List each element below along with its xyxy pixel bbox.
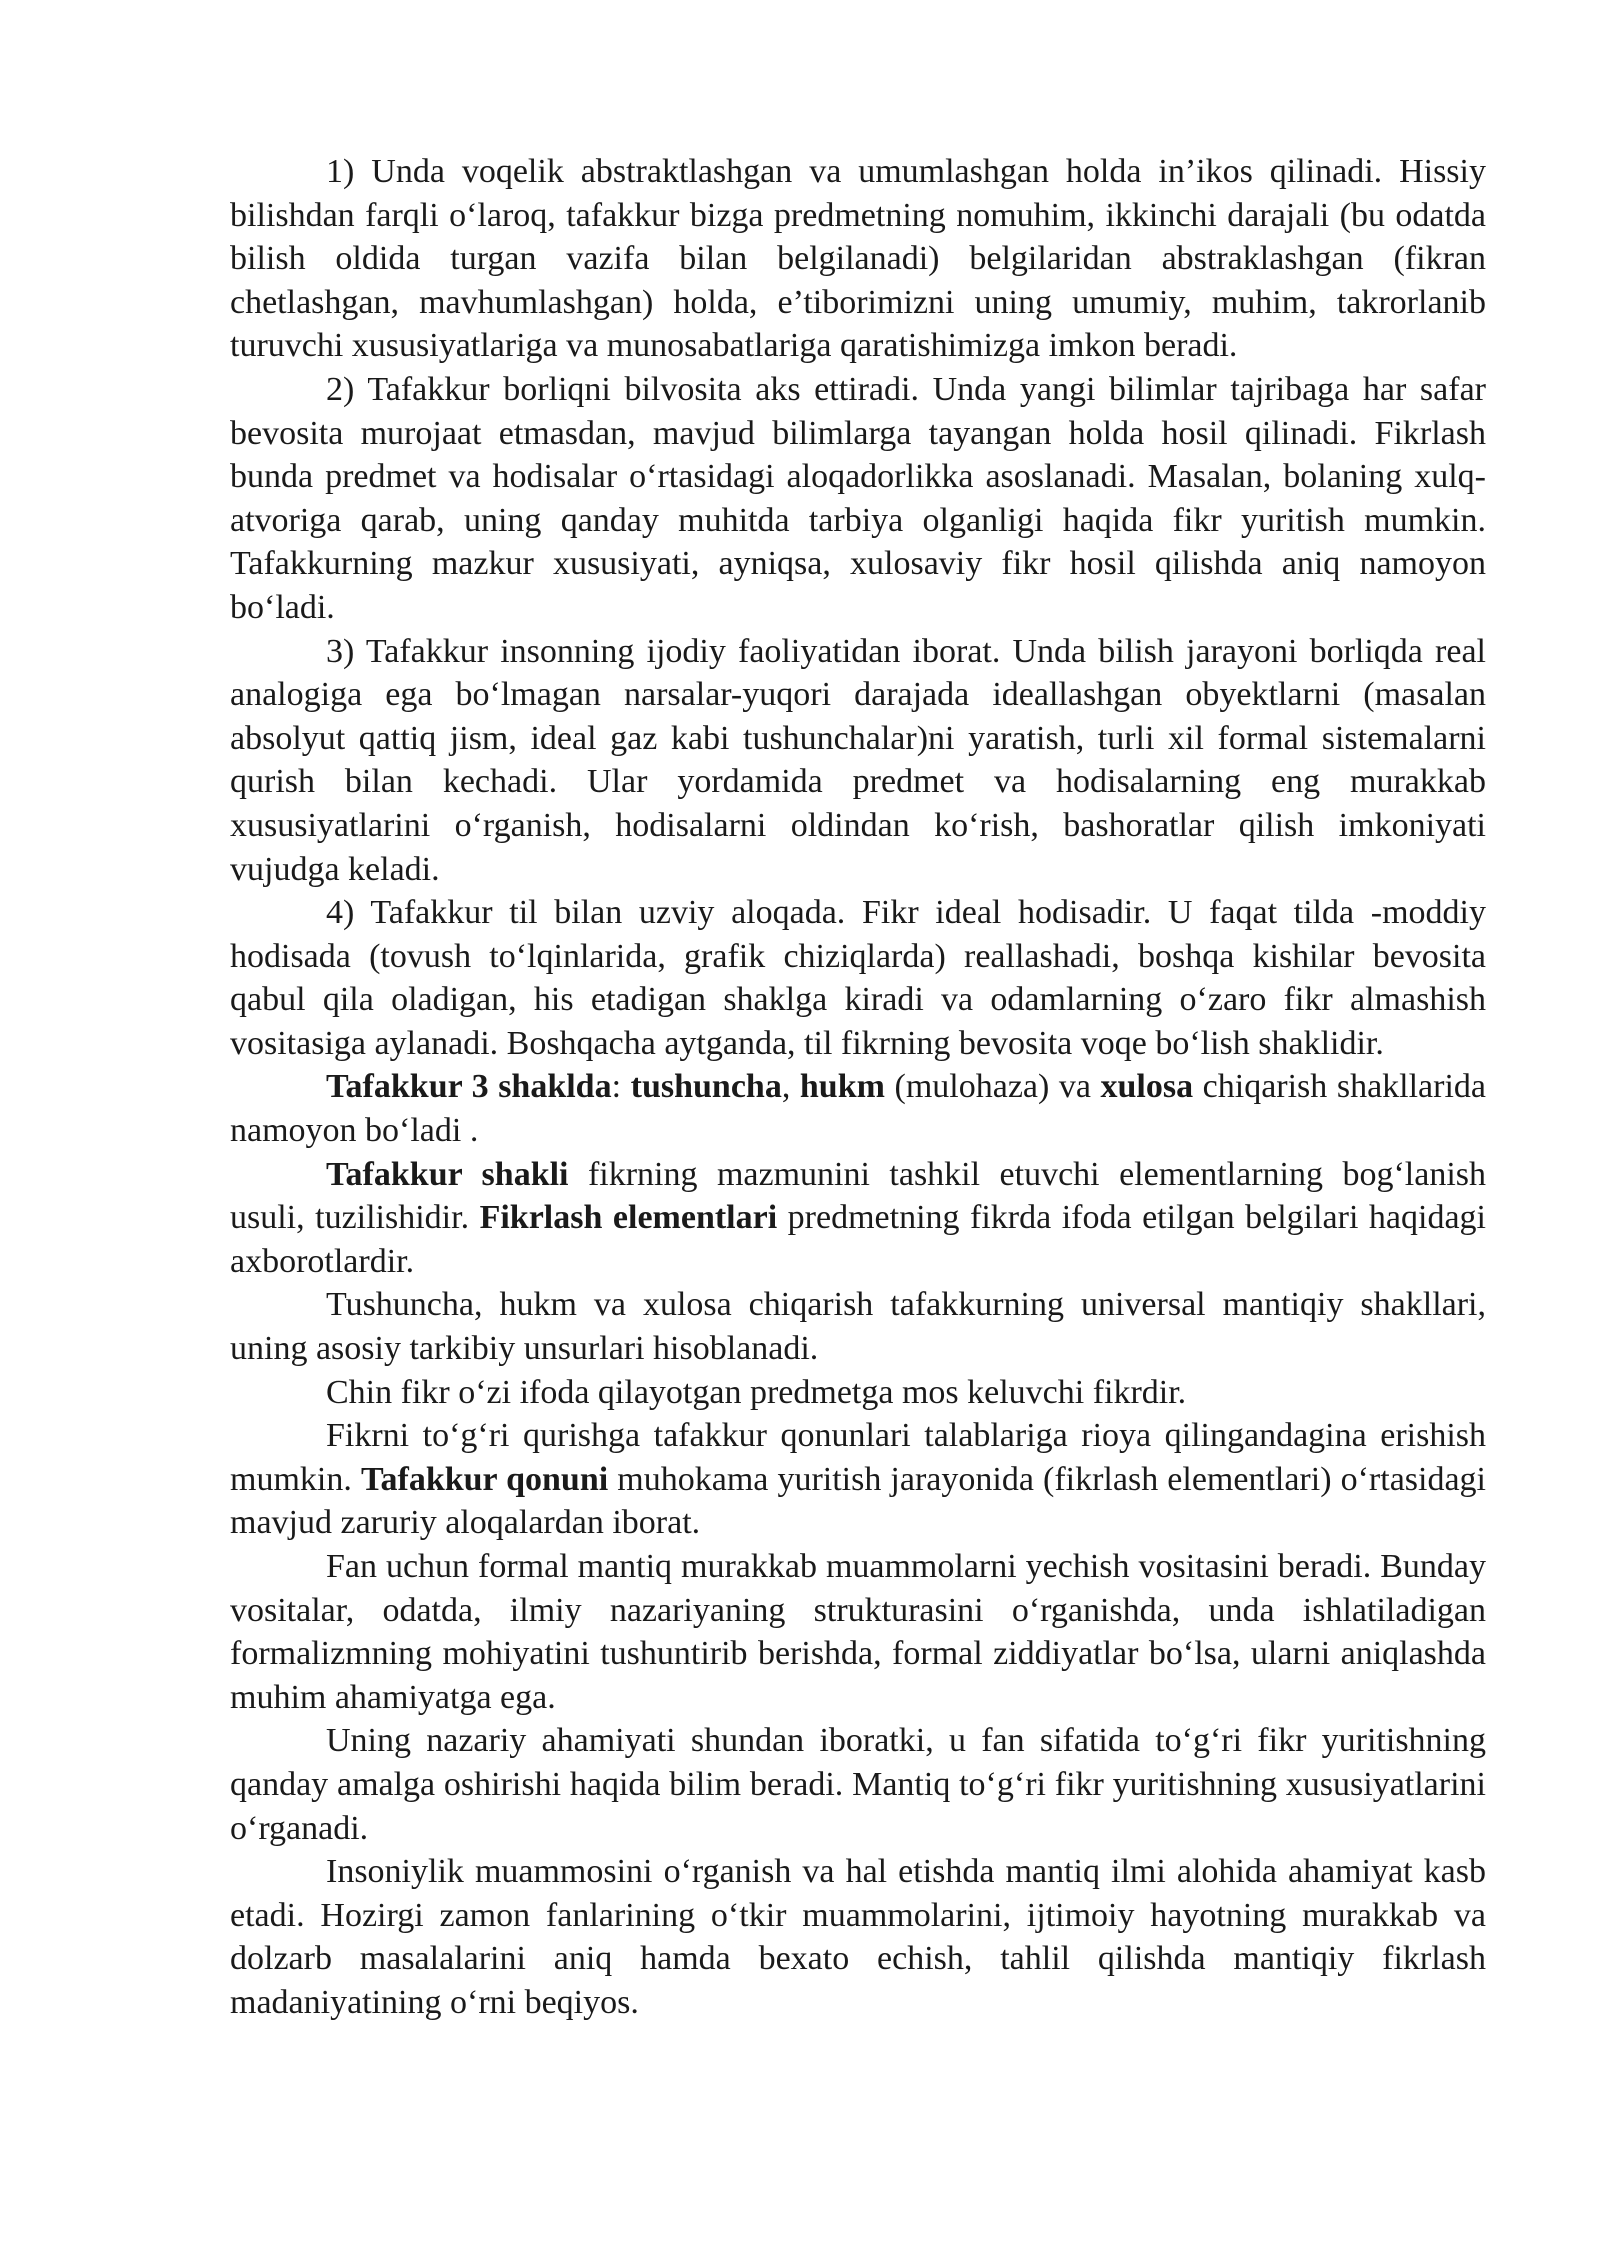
paragraph-text: (mulohaza) va xyxy=(884,1068,1101,1106)
bold-term: Tafakkur qonuni xyxy=(360,1460,609,1498)
paragraph-text: Chin fikr o‘zi ifoda qilayotgan predmetga mos keluvchi fikrdir. xyxy=(326,1373,1187,1411)
paragraph xyxy=(230,1153,1486,1284)
paragraph xyxy=(230,630,1486,892)
paragraph-text: 4) Tafakkur til bilan uzviy aloqada. Fikr ideal hodisadir. U faqat tilda -moddiy hodisada (tovush to‘lqinlarida, grafik chiziqlarda) reallashadi, boshqa kishilar bevosita qabul qila oladigan, his etadigan shaklga kiradi va odamlarning o‘zaro fikr almashish vositasiga aylanadi. Boshqacha aytganda, til fikrning bevosita voqe bo‘lish shaklidir. xyxy=(230,894,1486,1062)
bold-term: tushuncha xyxy=(630,1068,782,1106)
paragraph-text: : xyxy=(611,1068,631,1106)
paragraph-text: 2) Tafakkur borliqni bilvosita aks ettiradi. Unda yangi bilimlar tajribaga har safar bevosita murojaat etmasdan, mavjud bilimlarga tayangan holda hosil qilinadi. Fikrlash bunda predmet va hodisalar o‘rtasidagi aloqadorlikka asoslanadi. Masalan, bolaning xulq-atvoriga qarab, uning qanday muhitda tarbiya olganligi haqida fikr yuritish mumkin. Tafakkurning mazkur xususiyati, ayniqsa, xulosaviy fikr hosil qilishda aniq namoyon bo‘ladi. xyxy=(230,370,1486,626)
paragraph-text: Tushuncha, hukm va xulosa chiqarish tafakkurning universal mantiqiy shakllari, uning asosiy tarkibiy unsurlari hisoblanadi. xyxy=(230,1286,1486,1368)
paragraph xyxy=(230,1719,1486,1850)
paragraph-text: , xyxy=(781,1068,800,1106)
paragraph xyxy=(230,150,1486,368)
bold-term: Fikrlash elementlari xyxy=(479,1199,778,1237)
paragraph xyxy=(230,1414,1486,1545)
bold-term: xulosa xyxy=(1100,1068,1194,1106)
paragraph xyxy=(230,891,1486,1065)
paragraph-text: fikrning mazmunini tashkil etuvchi elementlarning bog‘lanish usuli, tuzilishidir. xyxy=(230,1155,1486,1237)
paragraph xyxy=(230,1371,1486,1415)
paragraph xyxy=(230,1065,1486,1152)
document-page xyxy=(230,150,1486,2025)
paragraph xyxy=(230,1850,1486,2024)
bold-term: Tafakkur 3 shaklda xyxy=(326,1068,612,1106)
bold-term: Tafakkur shakli xyxy=(326,1155,569,1193)
paragraph-text: 1) Unda voqelik abstraktlashgan va umumlashgan holda in’ikos qilinadi. Hissiy bilishdan farqli o‘laroq, tafakkur bizga predmetning nomuhim, ikkinchi darajali (bu odatda bilish oldida turgan vazifa bilan belgilanadi) belgilaridan abstraklashgan (fikran chetlashgan, mavhumlashgan) holda, e’tiborimizni uning umumiy, muhim, takrorlanib turuvchi xususiyatlariga va munosabatlariga qaratishimizga imkon beradi. xyxy=(230,153,1486,365)
paragraph-text: Insoniylik muammosini o‘rganish va hal etishda mantiq ilmi alohida ahamiyat kasb etadi. Hozirgi zamon fanlarining o‘tkir muammolarini, ijtimoiy hayotning murakkab va dolzarb masalalarini aniq hamda bexato echish, tahlil qilishda mantiqiy fikrlash madaniyatining o‘rni beqiyos. xyxy=(230,1853,1486,2021)
paragraph-text: muhokama yuritish jarayonida (fikrlash elementlari) o‘rtasidagi mavjud zaruriy aloqalardan iborat. xyxy=(230,1460,1487,1542)
paragraph xyxy=(230,368,1486,630)
paragraph-text: Fan uchun formal mantiq murakkab muammolarni yechish vositasini beradi. Bunday vositalar, odatda, ilmiy nazariyaning strukturasini o‘rganishda, unda ishlatiladigan formalizmning mohiyatini tushuntirib berishda, formal ziddiyatlar bo‘lsa, ularni aniqlashda muhim ahamiyatga ega. xyxy=(230,1548,1486,1716)
paragraph xyxy=(230,1545,1486,1719)
paragraph xyxy=(230,1283,1486,1370)
paragraph-text: Fikrni to‘g‘ri qurishga tafakkur qonunlari talablariga rioya qilingandagina erishish mumkin. xyxy=(230,1417,1486,1498)
bold-term: hukm xyxy=(799,1068,885,1106)
paragraph-text: predmetning fikrda ifoda etilgan belgilari haqidagi axborotlardir. xyxy=(230,1199,1486,1280)
paragraph-text: 3) Tafakkur insonning ijodiy faoliyatidan iborat. Unda bilish jarayoni borliqda real analogiga ega bo‘lmagan narsalar-yuqori darajada ideallashgan obyektlarni (masalan absolyut qattiq jism, ideal gaz kabi tushunchalar)ni yaratish, turli xil formal sistemalarni qurish bilan kechadi. Ular yordamida predmet va hodisalarning eng murakkab xususiyatlarini o‘rganish, hodisalarni oldindan ko‘rish, bashoratlar qilish imkoniyati vujudga keladi. xyxy=(230,632,1486,888)
paragraph-text: Uning nazariy ahamiyati shundan iboratki, u fan sifatida to‘g‘ri fikr yuritishning qanday amalga oshirishi haqida bilim beradi. Mantiq to‘g‘ri fikr yuritishning xususiyatlarini o‘rganadi. xyxy=(230,1722,1486,1847)
paragraph-text: chiqarish shakllarida namoyon bo‘ladi . xyxy=(230,1068,1487,1150)
